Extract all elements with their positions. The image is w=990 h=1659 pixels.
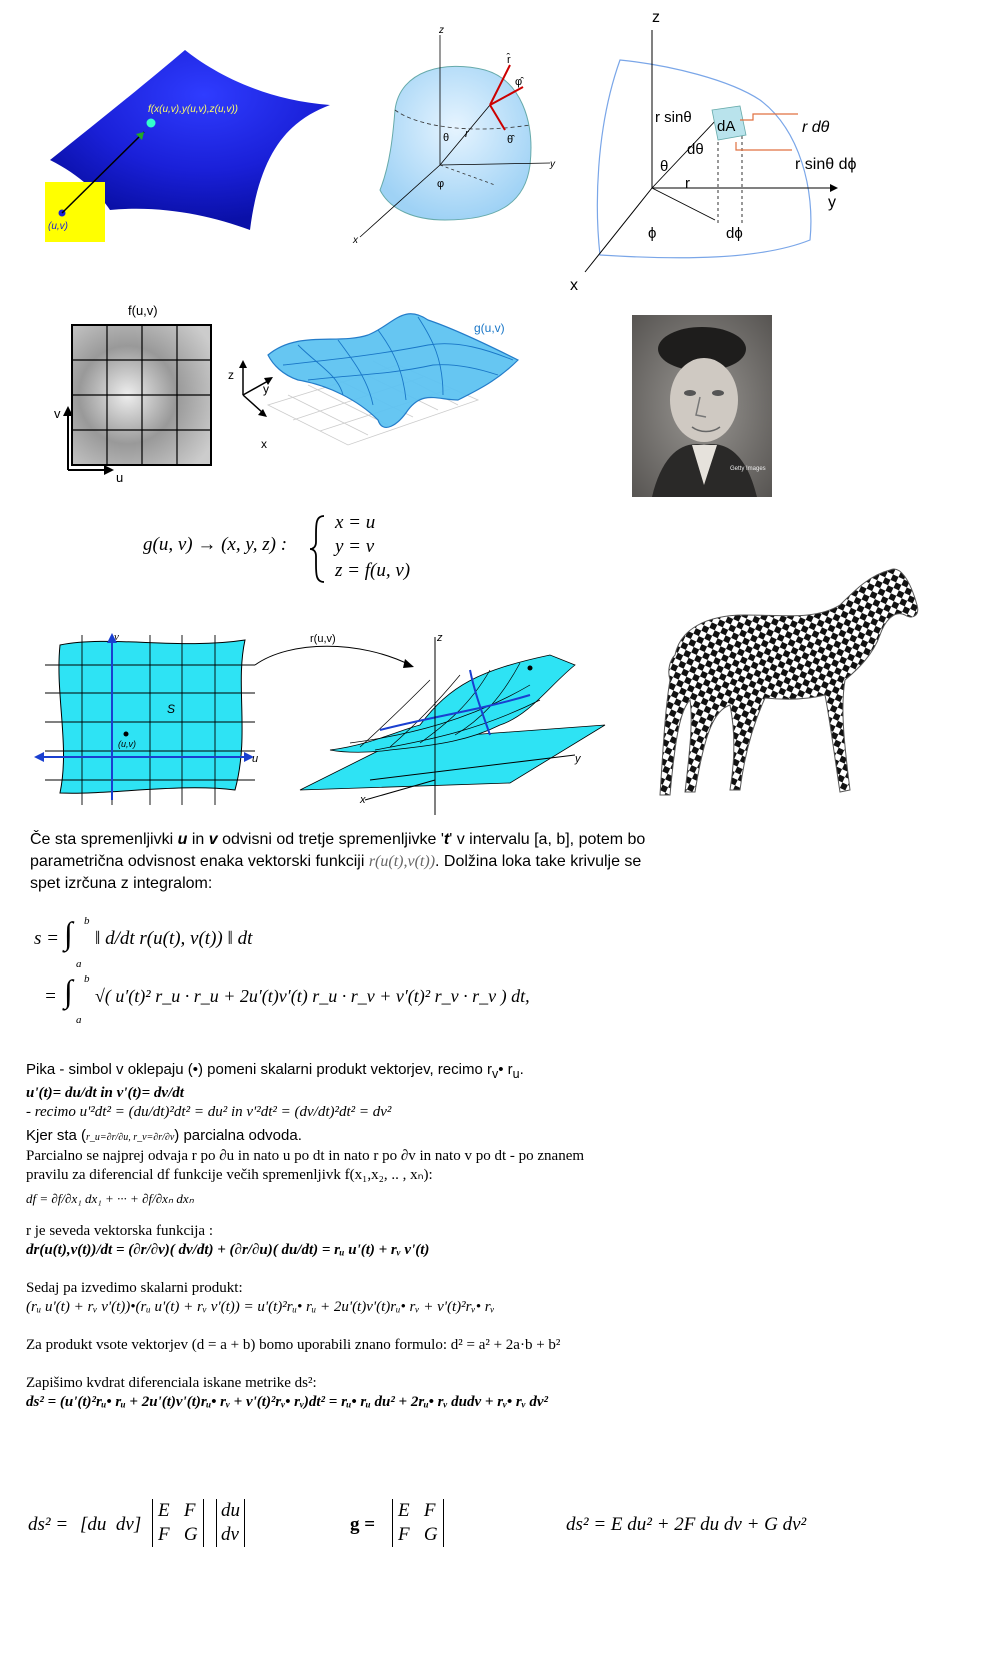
partial-derivative-note: Parcialno se najprej odvaja r po ∂u in nato u po dt in nato r po ∂v in nato v po dt - po znanem bbox=[26, 1148, 585, 1164]
v-axis-label: v bbox=[114, 631, 119, 643]
phi-hat-label: φ̂ bbox=[515, 76, 523, 88]
upper-limit-2: b bbox=[84, 973, 90, 985]
region-S-label: S bbox=[167, 702, 176, 716]
r-sin-dphi-label: r sinθ dϕ bbox=[795, 156, 857, 173]
parametric-surface-figure bbox=[40, 40, 340, 250]
theta-hat-label: θ̂ bbox=[507, 134, 514, 146]
arc-length-lhs: s = bbox=[34, 928, 59, 949]
metric-tensor-lhs: g = bbox=[350, 1514, 376, 1535]
image-point-label: f(x(u,v),y(u,v),z(u,v)) bbox=[148, 104, 238, 115]
row-vector: [du dv] bbox=[80, 1514, 142, 1535]
ds2-lhs: ds² = bbox=[28, 1514, 69, 1535]
chain-rule-formula: dr(u(t),v(t))/dt = (∂r/∂v)( dv/dt) + (∂r/∂u)( du/dt) = rᵤ u'(t) + rᵥ v'(t) bbox=[26, 1242, 430, 1258]
x-component: x = u bbox=[335, 512, 376, 533]
checkered-horse-figure bbox=[635, 560, 920, 800]
r-label: r bbox=[465, 128, 469, 140]
phi-label: ϕ bbox=[648, 225, 657, 242]
metric-intro: Zapišimo kvdrat diferenciala iskane metrike ds²: bbox=[26, 1375, 317, 1391]
y-component: y = v bbox=[335, 536, 375, 557]
arc-length-eq2: = bbox=[44, 986, 57, 1007]
y-axis-label: y bbox=[263, 382, 269, 396]
total-differential-formula: df = ∂f/∂x₁ dx₁ + ··· + ∂f/∂xₙ dxₙ bbox=[26, 1191, 194, 1206]
integral-sign-2: ∫ bbox=[64, 973, 73, 1009]
upper-limit-1: b bbox=[84, 915, 90, 927]
theta-label: θ bbox=[443, 132, 450, 144]
y-axis-label: y bbox=[550, 159, 555, 170]
graph-surface-figure bbox=[228, 305, 538, 455]
metric-matrix-2: E F F G bbox=[392, 1499, 444, 1547]
portrait-photo bbox=[632, 315, 772, 497]
y-axis-label: y bbox=[828, 194, 836, 211]
notes-block: Pika - simbol v oklepaju (•) pomeni skalarni produkt vektorjev, recimo $r_v•$ $r_u$. u'(t)= du/dt in v'(t)= dv/dt - recimo u'²dt² = (du/dt)²dt² = du² in v'²dt² = (dv/dt)²dt² = dv² Kjer sta (r_u=∂r/∂u, r_v=∂r/∂v) parcialna odvoda. Parcialno se najprej odvaja r po ∂u in nato u po dt in nato r po ∂v in nato v po dt - po znanem pravilu za diferencial df funkcije večih spremenljivk f(x₁,x₂, .. , xₙ): df = ∂f/∂x₁ dx₁ + ··· + ∂f/∂xₙ dxₙ r je seveda vektorska funkcija : dr(u(t),v(t))/dt = (∂r/∂v)( dv/dt) + (∂r/∂u)( du/dt) = rᵤ u'(t) + rᵥ v'(t) Sedaj pa izvedimo skalarni produkt: (rᵤ u'(t) + rᵥ v'(t))•(rᵤ u'(t) + rᵥ v'(t)) = u'(t)²rᵤ• rᵤ + 2u'(t)v'(t)rᵤ• rᵥ + v'(t)²rᵥ• rᵥ Za produkt vsote vektorjev (d = a + b) bomo uporabili znano formulo: d² = a² + 2a·b + b² Zapišimo kvdrat diferenciala iskane metrike ds²: ds² = (u'(t)²rᵤ• rᵤ + 2u'(t)v'(t)rᵤ• rᵥ + v'(t)²rᵥ• rᵥ)dt² = rᵤ• rᵤ du² + 2rᵤ• rᵥ dudv + rᵥ• rᵥ dv² bbox=[26, 1060, 726, 1412]
surface-mapping-figure bbox=[30, 625, 630, 820]
r-sin-theta-label: r sinθ bbox=[655, 109, 692, 126]
metric-expansion: ds² = (u'(t)²rᵤ• rᵤ + 2u'(t)v'(t)rᵤ• rᵥ + v'(t)²rᵥ• rᵥ)dt² = rᵤ• rᵤ du² + 2rᵤ• rᵥ dudv + rᵥ• rᵥ dv² bbox=[26, 1394, 549, 1410]
v-axis-label: v bbox=[54, 406, 61, 421]
integrand-2: √( u′(t)² r_u · r_u + 2u′(t)v′(t) r_u · r_v + v′(t)² r_v · r_v ) dt, bbox=[95, 986, 530, 1006]
uv-point-label: (u,v) bbox=[118, 739, 136, 749]
z-axis-label: z bbox=[437, 632, 443, 644]
scalar-product-intro: Sedaj pa izvedimo skalarni produkt: bbox=[26, 1280, 243, 1296]
integrand-1: ‖ d/dt r(u(t), v(t)) ‖ dt bbox=[95, 928, 253, 949]
g-mapping-lhs: g(u, v) → (x, y, z) : bbox=[143, 534, 288, 555]
sum-square-formula: Za produkt vsote vektorjev (d = a + b) bomo uporabili znano formulo: d² = a² + 2a·b + b² bbox=[26, 1337, 561, 1353]
g-surface-label: g(u,v) bbox=[474, 321, 505, 335]
x-axis-label: x bbox=[261, 437, 267, 451]
vector-function-note: r je seveda vektorska funkcija : bbox=[26, 1223, 214, 1239]
metric-matrix-1: E F F G bbox=[152, 1499, 204, 1547]
lower-limit-2: a bbox=[76, 1014, 82, 1026]
dtheta-label: dθ bbox=[687, 141, 704, 158]
z-component: z = f(u, v) bbox=[335, 560, 411, 581]
scalar-product-formula: (rᵤ u'(t) + rᵥ v'(t))•(rᵤ u'(t) + rᵥ v'(t)) = u'(t)²rᵤ• rᵤ + 2u'(t)v'(t)rᵤ• rᵥ + v'(t)²rᵥ• rᵥ bbox=[26, 1299, 495, 1315]
derivative-definitions: u'(t)= du/dt in v'(t)= dv/dt bbox=[26, 1085, 184, 1101]
y-axis-label: y bbox=[575, 753, 581, 765]
height-map-title: f(u,v) bbox=[128, 303, 158, 318]
uv-label: (u,v) bbox=[48, 221, 68, 232]
mapping-label: r(u,v) bbox=[310, 633, 336, 645]
squared-differentials: - recimo u'²dt² = (du/dt)²dt² = du² in v'²dt² = (dv/dt)²dt² = dv² bbox=[26, 1104, 392, 1120]
phi-label: φ bbox=[437, 178, 445, 190]
dA-label: dA bbox=[717, 118, 736, 135]
r-dtheta-label: r dθ bbox=[802, 119, 830, 136]
lower-limit-1: a bbox=[76, 958, 82, 970]
parameter-domain bbox=[45, 182, 105, 242]
spherical-unit-vectors-figure bbox=[345, 25, 565, 250]
total-differential-note: pravilu za diferencial df funkcije večih spremenljivk f(x₁,x₂, .. , xₙ): bbox=[26, 1167, 433, 1183]
column-vector: du dv bbox=[216, 1499, 245, 1547]
dphi-label: dϕ bbox=[726, 225, 743, 242]
u-axis-label: u bbox=[116, 470, 124, 485]
photo-watermark: Getty Images bbox=[730, 466, 766, 472]
first-fundamental-form: ds² = E du² + 2F du dv + G dv² bbox=[566, 1514, 807, 1535]
u-axis-label: u bbox=[252, 753, 259, 765]
theta-label: θ bbox=[660, 158, 669, 175]
image-point bbox=[147, 119, 156, 128]
g-mapping-rhs bbox=[335, 511, 410, 583]
integral-sign-1: ∫ bbox=[64, 915, 73, 951]
x-axis-label: x bbox=[360, 794, 366, 806]
height-map-figure bbox=[40, 298, 230, 490]
spherical-area-element-figure bbox=[560, 10, 880, 295]
z-axis-label: z bbox=[652, 10, 660, 26]
z-axis-label: z bbox=[439, 25, 444, 36]
horse-silhouette bbox=[660, 569, 918, 795]
x-axis-label: x bbox=[353, 235, 358, 246]
z-axis-label: z bbox=[228, 368, 234, 382]
r-hat-label: r̂ bbox=[507, 54, 511, 66]
intro-paragraph: Če sta spremenljivki u in v odvisni od tretje spremenljivke 't' v intervalu [a, b], potem bo parametrična odvisnost enaka vektorski funkciji r(u(t),v(t)). Dolžina loka take krivulje se spet izrčuna z integralom: bbox=[30, 831, 646, 892]
left-brace bbox=[308, 514, 328, 584]
r-label: r bbox=[685, 175, 690, 192]
x-axis-label: x bbox=[570, 277, 578, 294]
parameter-region-S bbox=[59, 640, 245, 793]
face bbox=[670, 358, 738, 442]
